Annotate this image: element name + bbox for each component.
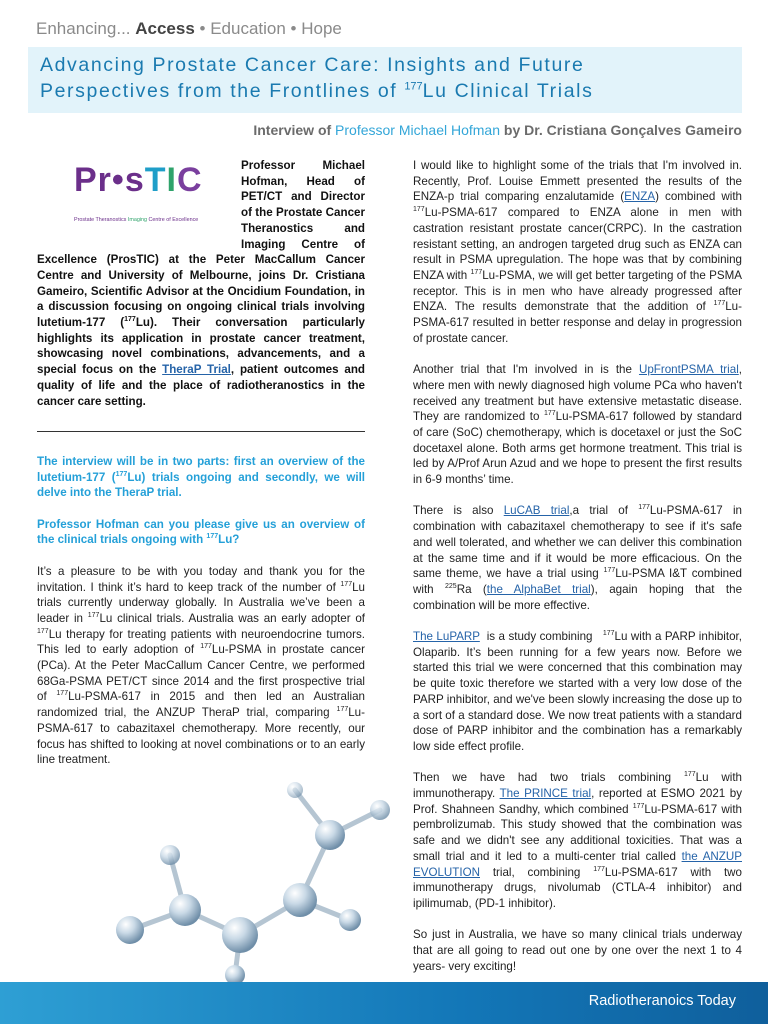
tagline-access: Access	[135, 19, 195, 38]
answer-overview	[37, 564, 365, 768]
title-part-end: Lu Clinical Trials	[422, 80, 594, 102]
text: , where men with newly diagnosed high volume PCa who haven't received any treatment but have extensive metastatic disease. They are randomized to	[413, 363, 743, 424]
answer-text: Lu trials currently underway globally. In Australia we’ve been a leader in	[37, 580, 365, 625]
prince-trial-link[interactable]: The PRINCE trial	[499, 787, 592, 801]
text: ,a trial of	[569, 504, 639, 518]
luparp-link[interactable]: The LuPARP	[413, 630, 480, 644]
sup: 177	[603, 567, 616, 575]
text: Lu-PSMA-617 in combination with cabazitaxel chemotherapy to see if it's safe and well tolerated, and whether we can deliver this combination at the same time and if it would be more efficacious. On the same theme, we have a trial using	[413, 504, 743, 581]
tagline-start: Enhancing...	[36, 19, 136, 38]
answer-text: Lu-PSMA-617 to cabazitaxel chemotherapy. More recently, our focus has shifted to looking at novel combinations or to an early line treatment.	[37, 706, 365, 767]
text: Ra (	[456, 582, 487, 596]
text: is a study combining	[479, 630, 603, 644]
lucab-link[interactable]: LuCAB trial	[503, 504, 570, 518]
text: Lu-PSMA, we will get better targeting of the PSMA receptor. This is in men who have already progressed after ENZA. The results demonstrate that the addition of	[413, 268, 742, 314]
sup: 225	[445, 583, 457, 591]
sup: 177	[200, 643, 212, 651]
paragraph-enza	[413, 158, 742, 346]
text: Lu-PSMA-617 resulted in better response and delay in progression of prostate cancer.	[413, 300, 742, 345]
paragraph-upfrontpsma	[413, 362, 742, 488]
text: Lu-PSMA-617 with pembrolizumab. This study showed that the combination was safe and we didn't see any additional toxicities. That was a small trial and it led to a multi-center trial called	[413, 802, 742, 863]
sup: 177	[56, 690, 69, 698]
byline-interviewee: Professor Michael Hofman	[335, 122, 500, 138]
paragraph-luparp	[413, 629, 742, 755]
text: , reported at ESMO 2021 by Prof. Shahneen Sandhy, which combined	[413, 787, 743, 816]
byline-author: by Dr. Cristiana Gonçalves Gameiro	[500, 122, 742, 138]
sup: 177	[632, 802, 645, 810]
byline	[253, 122, 742, 138]
text: Lu-PSMA-617 compared to ENZA alone in men with castration resistant prostate cancer(CRPC). In the castration resistant setting, an androgen targeted drug such as ENZA can result in PSMA upregulation. The hope was that by combining ENZA with	[413, 206, 742, 282]
therap-trial-link[interactable]: TheraP Trial	[162, 363, 231, 377]
byline-prefix: Interview of	[253, 122, 336, 138]
title-part: Perspectives from the Frontlines of	[40, 80, 405, 102]
alphabet-link[interactable]: the AlphaBet trial	[486, 582, 591, 596]
sup: 177	[683, 771, 696, 779]
sup: 177	[340, 580, 353, 588]
sup: 177	[543, 410, 556, 418]
sup: 177	[602, 630, 615, 638]
logo-letters-os: •s	[111, 161, 145, 199]
tagline-rest: • Education • Hope	[194, 19, 342, 38]
q-text: Lu) trials ongoing and secondly, we will delve into the TheraP trial.	[37, 470, 366, 500]
sup: 177	[206, 533, 219, 541]
text: There is also	[413, 504, 504, 518]
right-column	[413, 158, 742, 990]
text: Lu-PSMA-617 with two immunotherapy drugs, nivolumab (CTLA-4 inhibitor) and ipilimumab, (PD-1 inhibitor).	[413, 865, 742, 910]
q-text: Lu?	[218, 533, 240, 547]
upfrontpsma-link[interactable]: UpFrontPSMA trial	[638, 363, 739, 377]
logo-letter-i: I	[166, 161, 177, 199]
answer-text: Lu-PSMA in prostate cancer (PCa). At the Peter MacCallum Cancer Centre, we performed 68Ga-PSMA PET/CT since 2014 and the first prospective trial of	[37, 643, 365, 704]
paragraph-closing: So just in Australia, we have so many clinical trials underway that are all going to read out one by one over the next 1 to 4 years- very exciting!	[413, 928, 742, 973]
enza-link[interactable]: ENZA	[624, 190, 656, 204]
logo-sub-c: Centre of Excellence	[147, 217, 199, 223]
article-title-band	[28, 47, 742, 113]
sup: 177	[713, 300, 726, 308]
question-overview	[37, 517, 365, 548]
article-title-line-1: Advancing Prostate Cancer Care: Insights and Future	[40, 54, 585, 76]
sup: 177	[37, 627, 49, 635]
section-divider	[37, 431, 365, 432]
paragraph-lucab	[413, 503, 742, 613]
sup: 177	[115, 470, 128, 478]
sup: 177	[638, 504, 650, 512]
q-text: The interview will be in two parts: first an overview of the lutetium-177 (	[37, 454, 365, 484]
paragraph-immunotherapy	[413, 770, 742, 911]
article-title-line-2	[40, 78, 730, 104]
sup: 177	[470, 269, 483, 277]
q-text: Professor Hofman can you please give us an overview of the clinical trials ongoing with	[37, 517, 365, 547]
title-sup: 177	[404, 80, 423, 93]
answer-text: Lu clinical trials. Australia was an early adopter of	[99, 611, 365, 625]
question-intro	[37, 454, 365, 501]
prostic-logo-wordmark	[74, 161, 203, 199]
footer-bar	[0, 982, 768, 1024]
sup: 177	[87, 612, 100, 620]
anzup-evolution-link[interactable]: the ANZUP EVOLUTION	[413, 849, 742, 879]
text: trial, combining	[480, 865, 594, 879]
intro-text: Professor Michael Hofman, Head of PET/CT and Director of the Prostate Cancer Theranostics and Imaging Centre of Excellence (ProsTIC) at the Peter MacCallum Cancer Centre and University of Melbourne, joins Dr. Cristiana Gameiro, Scientific Advisor at the Oncidium Foundation, in a discussion focusing on ongoing clinical trials involving lutetium-177 (	[37, 159, 365, 330]
logo-sub-a: Prostate Theranostics	[74, 217, 128, 223]
sup: 177	[124, 316, 136, 324]
logo-letter-c: C	[176, 161, 203, 199]
molecule-illustration	[90, 770, 420, 990]
answer-text: Lu therapy for treating patients with neuroendocrine tumors. This led to early adoption of	[37, 627, 365, 657]
text: Then we have had two trials combining	[413, 771, 684, 785]
tagline	[36, 19, 342, 39]
sup: 177	[413, 206, 425, 214]
logo-letters-pr: Pr	[74, 161, 112, 199]
text: Lu with a PARP inhibitor, Olaparib. It’s been running for a few years now. Before we started this trial we were concerned that this combination may be quite toxic therefore we started with a very low dose of the PARP inhibitor, and we've been slowly increasing the dose up to a sort of a standard dose. We now treat patients with a standard dose of PARP inhibitor and the combination has a remarkably low side effect profile.	[413, 630, 742, 753]
text: Another trial that I'm involved in is the	[413, 363, 639, 377]
intro-text: Lu). Their conversation particularly highlights its application in prostate cancer treatment, showcasing novel combinations, advancements, and a special focus on the	[37, 316, 365, 377]
publication-name: Radiotheranoics Today	[588, 993, 736, 1009]
answer-text: Lu-PSMA-617 in 2015 and then led an Australian randomized trial, the ANZUP TheraP trial, comparing	[37, 690, 366, 720]
left-column	[37, 158, 365, 784]
prostic-logo	[37, 158, 233, 244]
answer-text: It’s a pleasure to be with you today and thank you for the invitation. I think it’s hard to keep track of the number of	[37, 564, 365, 594]
text: Lu with immunotherapy.	[413, 771, 742, 801]
text: I would like to highlight some of the trials that I'm involved in. Recently, Prof. Louise Emmett presented the results of the ENZA-p trial comparing enzalutamide (	[413, 159, 742, 204]
text: ) combined with	[655, 190, 742, 204]
prostic-logo-subtitle	[74, 213, 198, 229]
sup: 177	[336, 706, 349, 714]
text: Lu-PSMA I&T combined with	[413, 567, 742, 596]
logo-sub-b: Imaging	[127, 217, 148, 223]
sup: 177	[593, 865, 605, 873]
text: Lu-PSMA-617 followed by standard of care (SoC) chemotherapy, which is docetaxel or just the SoC docetaxel alone. Both arms get hormone treatment. This trial is led by A/Prof Arun Azud and we hope to present the first results in 6-9 months’ time.	[413, 410, 742, 487]
text: ), again hoping that the combination will be more effective.	[413, 582, 743, 612]
logo-letter-t: T	[144, 161, 167, 199]
intro-text: , patient outcomes and quality of life and the place of radiotheranostics in the cancer care setting.	[37, 363, 365, 408]
